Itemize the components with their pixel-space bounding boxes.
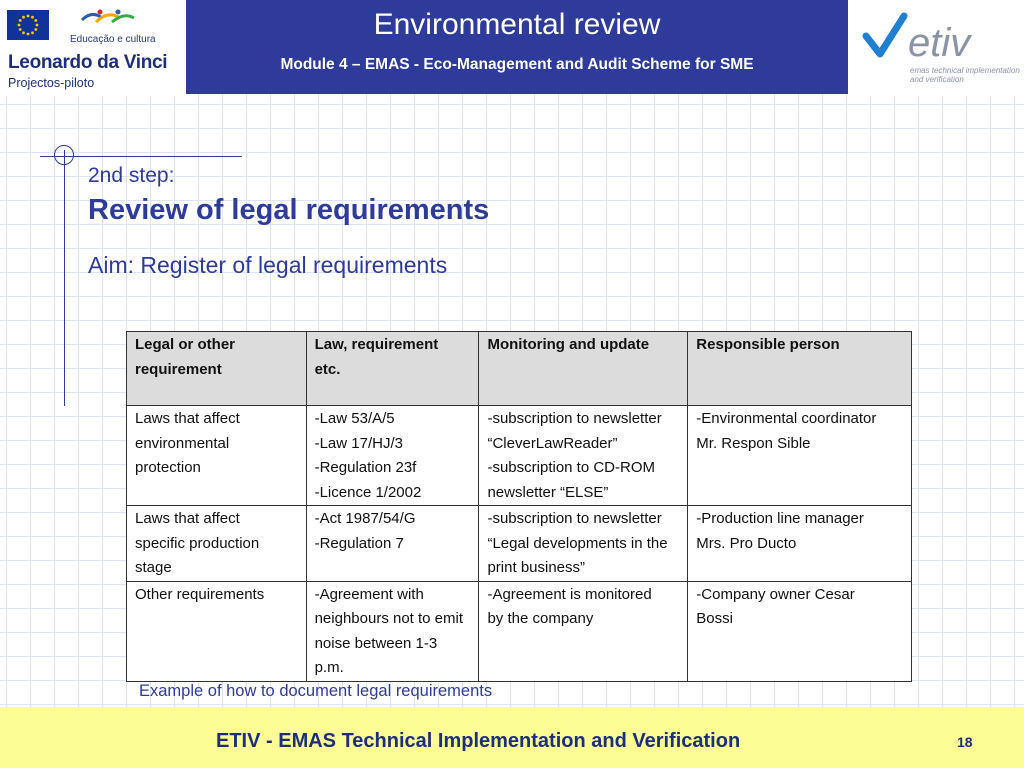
etiv-logo	[848, 0, 1024, 96]
footer-bar	[0, 707, 1024, 768]
table-cell: -Company owner Cesar Bossi	[688, 581, 912, 681]
column-header: Responsible person	[688, 332, 912, 406]
aim-text: Aim: Register of legal requirements	[88, 252, 448, 278]
table-caption: Example of how to document legal requirements	[139, 682, 493, 700]
logo-subtitle: Projectos-piloto	[8, 76, 95, 90]
legal-requirements-table	[126, 331, 912, 682]
table-cell: -Agreement is monitored by the company	[479, 581, 688, 681]
slide-subtitle: Module 4 – EMAS - Eco-Management and Audit Scheme for SME	[280, 56, 754, 73]
etiv-tagline: emas technical implementation and verification	[910, 66, 1020, 84]
etiv-brand-text: etiv	[908, 21, 971, 65]
table-row	[127, 406, 912, 506]
programme-text: Educação e cultura	[70, 34, 156, 45]
table-cell: Laws that affect environmental protection	[127, 406, 307, 506]
header-band	[186, 0, 848, 94]
column-header: Law, requirement etc.	[306, 332, 479, 406]
table-cell: -subscription to newsletter “Legal developments in the print business”	[479, 506, 688, 582]
table-row	[127, 581, 912, 681]
table-header-row	[127, 332, 912, 406]
leonardo-da-vinci-logo	[0, 0, 186, 96]
etiv-checkmark-icon	[862, 10, 1012, 71]
table-cell: -Production line manager Mrs. Pro Ducto	[688, 506, 912, 582]
page-number: 18	[957, 734, 973, 750]
table-row	[127, 506, 912, 582]
column-header: Monitoring and update	[479, 332, 688, 406]
eu-flag-icon	[7, 10, 49, 40]
section-title: Review of legal requirements	[88, 194, 490, 226]
table-cell: -Law 53/A/5 -Law 17/HJ/3 -Regulation 23f -Licence 1/2002	[306, 406, 479, 506]
logo-title: Leonardo da Vinci	[8, 52, 168, 73]
table-cell: -Agreement with neighbours not to emit noise between 1-3 p.m.	[306, 581, 479, 681]
column-header: Legal or other requirement	[127, 332, 307, 406]
decorative-line	[64, 150, 65, 406]
decorative-circle	[54, 145, 74, 165]
step-label: 2nd step:	[88, 164, 175, 187]
table-cell: -Environmental coordinator Mr. Respon Sible	[688, 406, 912, 506]
table-cell: Other requirements	[127, 581, 307, 681]
table-cell: Laws that affect specific production stage	[127, 506, 307, 582]
table-cell: -subscription to newsletter “CleverLawReader” -subscription to CD-ROM newsletter “ELSE”	[479, 406, 688, 506]
education-culture-logo-icon	[78, 6, 138, 28]
footer-text: ETIV - EMAS Technical Implementation and Verification	[216, 730, 741, 752]
slide-title: Environmental review	[373, 8, 661, 41]
table-cell: -Act 1987/54/G -Regulation 7	[306, 506, 479, 582]
